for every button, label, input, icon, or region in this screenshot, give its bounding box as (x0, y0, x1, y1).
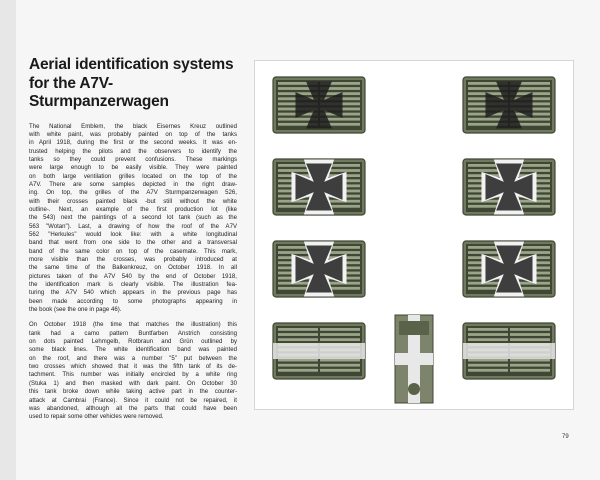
text-line: used to repair some other vehicles were removed. (29, 414, 164, 421)
left-page-edge (0, 0, 16, 480)
text-line: some black lines. The white identification band was painted (29, 347, 237, 354)
text-line: trusted helping the pilots and the observers to identify the (29, 148, 237, 155)
text-line: this tank broke down while taking active part in the counter- (29, 389, 237, 396)
text-line: ing. On top, the grilles of the A7V Sturmpanzerwagen 526, (29, 190, 237, 197)
text-line: A7V. There are some samples depicted in the right draw- (29, 181, 237, 188)
text-line: more visible than the crosses, was probably introduced at (29, 257, 237, 263)
paragraph-1 (29, 123, 237, 315)
text-line: turing the A7V 540 which appears in the previous page has (29, 290, 237, 297)
text-line: tanks so they could prevent confusions. These markings (29, 156, 237, 163)
grille-illustration-panel (254, 60, 574, 410)
ventilation-grille (463, 159, 555, 215)
transversal-band (395, 353, 433, 365)
page-title (29, 56, 237, 112)
text-line: (Stuka 1) and then masked with dark paint. On October 30 (29, 380, 237, 387)
text-line: on dots painted Lehmgelb, Rotbraun and Grün outlined by (29, 339, 237, 346)
text-line: On October 1918 (the time that matches the illustration) this (29, 322, 237, 329)
text-line: pictures taken of the A7V 540 by the end of October 1918, (29, 273, 237, 280)
text-line: on both large ventilation grilles located on the top of the (29, 173, 237, 180)
ventilation-grille (273, 159, 365, 215)
text-line: in April 1918, during the first or the second weeks. It was en- (29, 140, 237, 147)
text-line: were large enough to be easily visible. They were painted (29, 165, 237, 172)
ventilation-grille (463, 77, 555, 133)
text-line: attack at Cambrai (France). Since it could not be repaired, it (29, 397, 237, 404)
roof-hatch (399, 321, 429, 335)
text-line: on the roof, and there was a number "5" put between the (29, 355, 237, 362)
text-line: tank had a camo pattern Buntfarben Anstrich consisting (29, 330, 237, 337)
ventilation-grille (463, 241, 555, 297)
text-line: the 543) next the paintings of a second lot tank (such as the (29, 215, 237, 222)
grille-drawings (255, 61, 573, 409)
text-line: the identification mark is clearly visible. The illustration fea- (29, 282, 237, 289)
ventilation-grille (273, 241, 365, 297)
text-line: the book (see the one in page 46). (29, 307, 122, 314)
ventilation-grille (273, 77, 365, 133)
title-line-2: for the A7V-Sturmpanzerwagen (29, 74, 169, 110)
paragraph-2 (29, 321, 237, 421)
white-band-right (463, 343, 555, 359)
text-line: tachment. This number was initially encircled by a white ring (29, 372, 237, 379)
text-line: band of the same color on top of the casemate. This mark, (29, 248, 237, 255)
text-line: The National Emblem, the black Eisernes Kreuz outlined (29, 123, 237, 130)
text-line: 562 "Herkules" would look like: with a white longitudinal (29, 231, 237, 238)
text-line: the same time of the Balkenkreuz, on October 1918. In all (29, 265, 237, 272)
text-line: two crosses which showed that it was the fifth tank of its de- (29, 364, 237, 371)
text-line: 563 "Wotan"). Last, a drawing of how the roof of the A7V (29, 223, 237, 230)
text-line: been made according to some photographs appearing in (29, 298, 237, 305)
text-line: with their crosses painted black -but still without the white (29, 198, 237, 205)
text-column (29, 56, 237, 429)
page-number: 79 (562, 434, 569, 440)
title-line-1: Aerial identification systems (29, 56, 234, 73)
white-band-left (273, 343, 365, 359)
text-line: with white paint, was probably painted on top of the tanks (29, 131, 237, 138)
text-line: outline-. Next, an example of the first production lot (like (29, 206, 237, 213)
text-line: band that went from one side to the other and a transversal (29, 240, 237, 247)
roof-cupola (408, 383, 420, 395)
text-line: was abandoned, although all the parts that could have been (29, 405, 237, 412)
